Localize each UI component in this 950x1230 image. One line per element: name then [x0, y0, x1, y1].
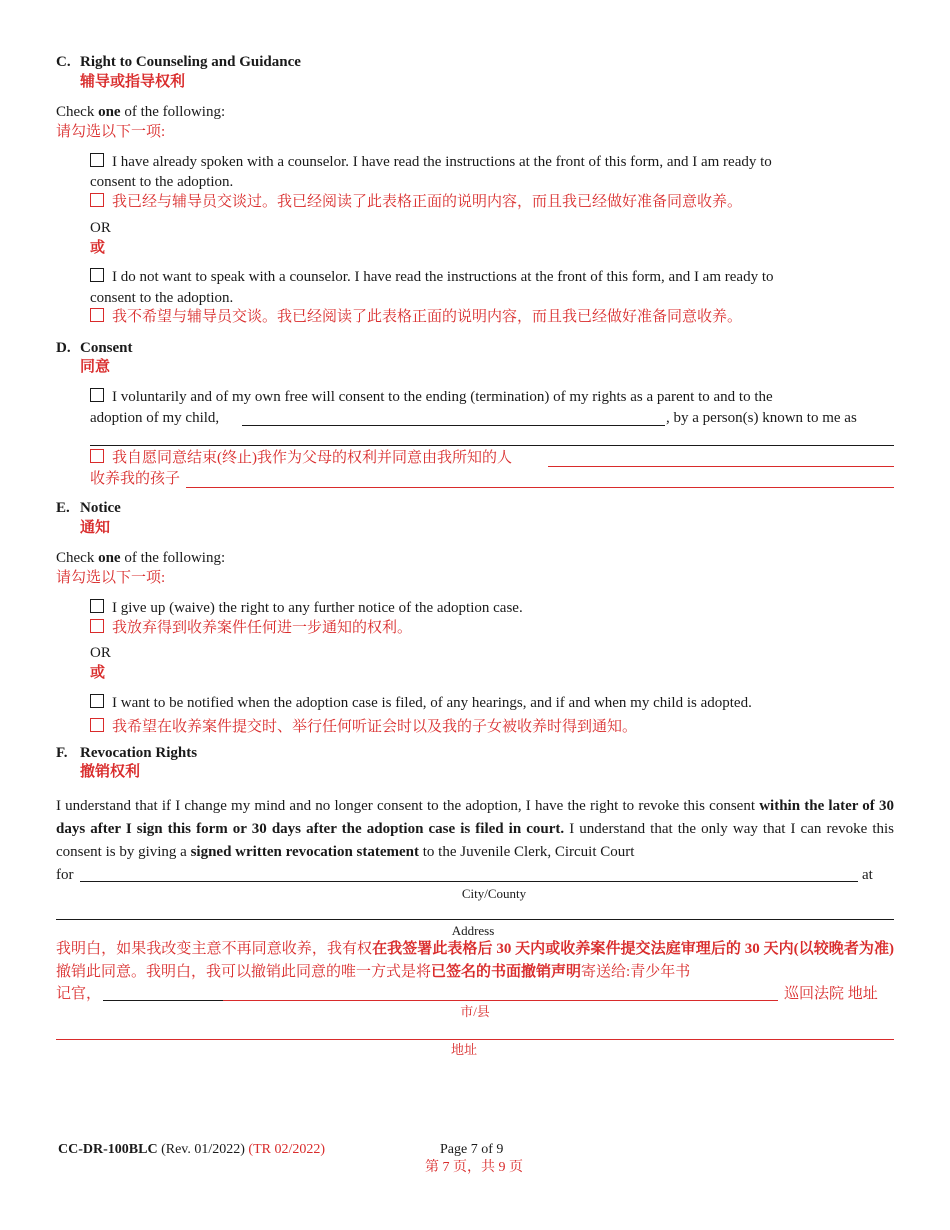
waive-notice-option-zh: 我放弃得到收养案件任何进一步通知的权利。	[90, 618, 412, 638]
section-d-title: Consent	[80, 340, 133, 356]
section-e-letter: E.	[56, 500, 70, 516]
at-label: at	[862, 867, 873, 883]
child-name-field[interactable]	[242, 425, 665, 426]
city-county-caption-zh: 市/县	[460, 1004, 490, 1019]
address-field[interactable]	[56, 919, 894, 920]
consent-child-label-zh: 收养我的孩子	[90, 471, 181, 487]
address-caption-zh: 地址	[450, 1042, 477, 1057]
counselor-spoken-checkbox-zh[interactable]	[90, 193, 104, 207]
section-c-title-zh: 辅导或指导权利	[80, 74, 186, 90]
section-c-title: Right to Counseling and Guidance	[80, 54, 301, 70]
counselor-decline-option: I do not want to speak with a counselor. I have read the instructions at the front of this form, and I am ready to	[90, 267, 894, 287]
city-county-field-zh-prefill	[103, 1000, 223, 1001]
waive-notice-checkbox-zh[interactable]	[90, 619, 104, 633]
child-name-field-zh[interactable]	[186, 487, 894, 488]
counselor-decline-checkbox[interactable]	[90, 268, 104, 282]
clerk-label-zh: 记官，	[56, 986, 102, 1002]
city-county-field-zh[interactable]	[223, 1000, 778, 1001]
section-c-instruction: Check one of the following:	[56, 104, 226, 120]
consent-checkbox-zh[interactable]	[90, 449, 104, 463]
section-f-letter: F.	[56, 745, 68, 761]
notify-checkbox[interactable]	[90, 694, 104, 708]
notify-option-zh: 我希望在收养案件提交时、举行任何听证会时以及我的子女被收养时得到通知。	[90, 717, 637, 737]
revocation-paragraph-zh: 我明白，如果我改变主意不再同意收养，我有权在我签署此表格后 30 天内或收养案件提交法庭审理后的 30 天内(以较晚者为准)撤销此同意。我明白，我可以撤销此同意的唯一方式是将已签名的书面撤销声明寄送给:青少年书	[56, 941, 894, 980]
adoptive-person-field[interactable]	[90, 445, 894, 446]
counselor-spoken-text-cont: consent to the adoption.	[90, 174, 234, 190]
section-c-instruction-zh: 请勾选以下一项:	[56, 124, 166, 140]
notify-option: I want to be notified when the adoption case is filed, of any hearings, and if and when my child is adopted.	[90, 693, 752, 713]
waive-notice-checkbox[interactable]	[90, 599, 104, 613]
revocation-paragraph: I understand that if I change my mind and no longer consent to the adoption, I have the right to revoke this consent within the later of 30 days after I sign this form or 30 days after the adoption case is filed in court. I understand that the only way that I can revoke this consent is by giving a signed written revocation statement to the Juvenile Clerk, Circuit Court	[56, 798, 894, 860]
or-label-zh: 或	[90, 240, 106, 256]
counselor-spoken-option: I have already spoken with a counselor. I have read the instructions at the front of this form, and I am ready to	[90, 152, 894, 172]
section-d-letter: D.	[56, 340, 71, 356]
section-e-instruction: Check one of the following:	[56, 550, 226, 566]
consent-checkbox[interactable]	[90, 388, 104, 402]
counselor-spoken-checkbox[interactable]	[90, 153, 104, 167]
form-id: CC-DR-100BLC (Rev. 01/2022) (TR 02/2022)	[58, 1142, 326, 1157]
section-f-title: Revocation Rights	[80, 745, 198, 761]
section-e-instruction-zh: 请勾选以下一项:	[56, 570, 166, 586]
section-f-title-zh: 撤销权利	[80, 764, 141, 780]
page-number-zh: 第 7 页，共 9 页	[425, 1160, 523, 1175]
section-e-title: Notice	[80, 500, 121, 516]
waive-notice-option: I give up (waive) the right to any further notice of the adoption case.	[90, 598, 523, 618]
consent-option: I voluntarily and of my own free will consent to the ending (termination) of my rights as a parent to and to the	[90, 387, 894, 407]
court-address-label-zh: 巡回法院 地址	[784, 986, 878, 1002]
or-label-e: OR	[90, 645, 111, 661]
section-e-title-zh: 通知	[80, 520, 111, 536]
consent-option-zh: 我自愿同意结束(终止)我作为父母的权利并同意由我所知的人	[90, 448, 512, 468]
consent-child-label: adoption of my child,	[90, 410, 220, 426]
city-county-field[interactable]	[80, 881, 858, 882]
counselor-decline-text-cont: consent to the adoption.	[90, 290, 234, 306]
consent-person-label: , by a person(s) known to me as	[666, 410, 857, 426]
counselor-decline-checkbox-zh[interactable]	[90, 308, 104, 322]
section-d-title-zh: 同意	[80, 359, 111, 375]
counselor-decline-option-zh: 我不希望与辅导员交谈。我已经阅读了此表格正面的说明内容，而且我已经做好准备同意收养。	[90, 307, 742, 327]
page-number: Page 7 of 9	[440, 1142, 504, 1157]
counselor-spoken-option-zh: 我已经与辅导员交谈过。我已经阅读了此表格正面的说明内容，而且我已经做好准备同意收养。	[90, 192, 742, 212]
for-label: for	[56, 867, 74, 883]
address-caption: Address	[451, 923, 495, 938]
or-label: OR	[90, 220, 111, 236]
section-c-letter: C.	[56, 54, 71, 70]
city-county-caption: City/County	[461, 886, 527, 901]
or-label-e-zh: 或	[90, 665, 106, 681]
adoptive-person-field-zh[interactable]	[548, 466, 894, 467]
notify-checkbox-zh[interactable]	[90, 718, 104, 732]
